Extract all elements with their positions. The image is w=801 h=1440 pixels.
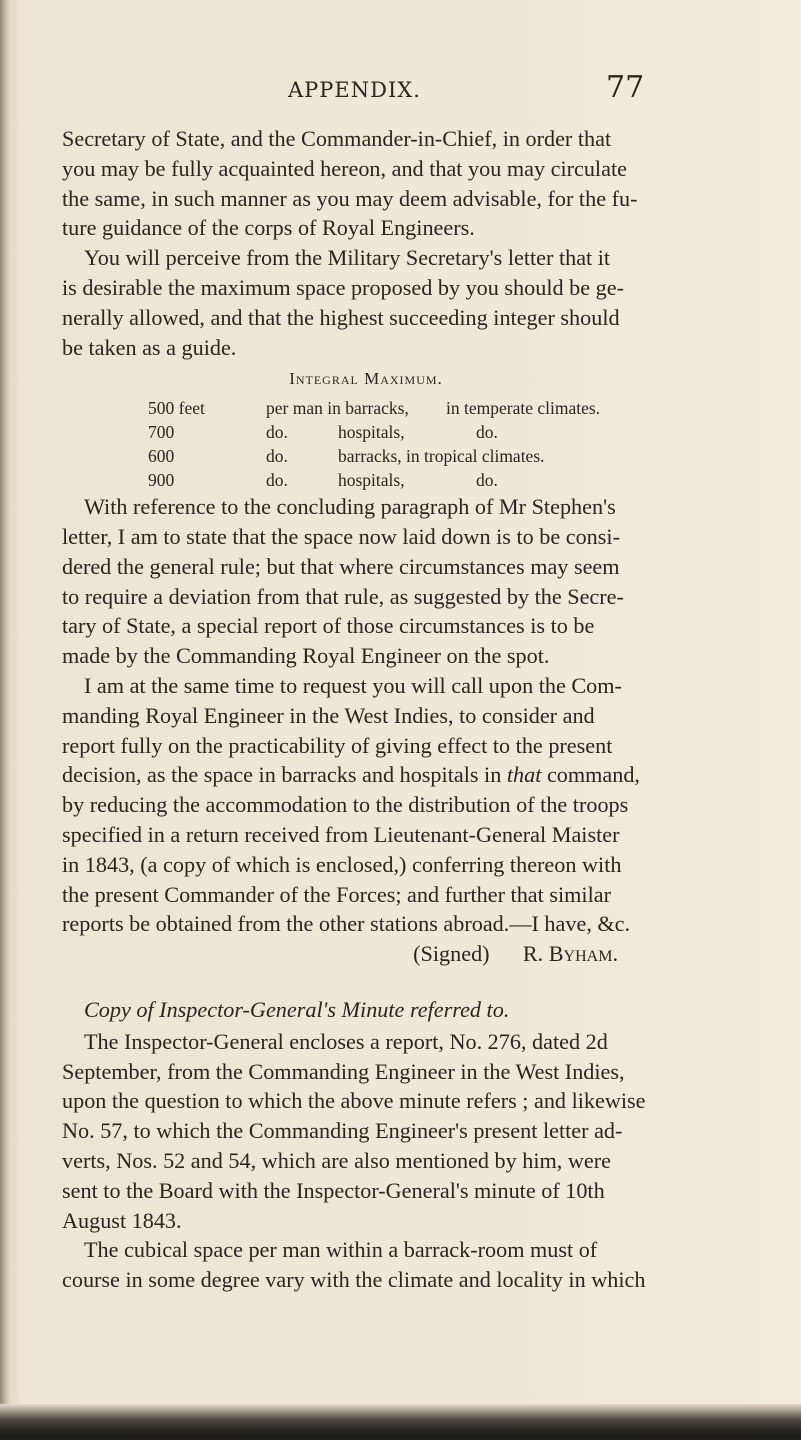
table-cell: per man in barracks, [266, 398, 409, 419]
page-header [0, 70, 801, 110]
paragraph-6 [62, 1235, 670, 1295]
page-number: 77 [606, 70, 645, 105]
text-line: You will perceive from the Military Secretary's letter that it [84, 245, 611, 271]
text-line: Secretary of State, and the Commander-in-Chief, in order that [62, 126, 612, 151]
table-row [148, 468, 670, 492]
table-cell: 700 [148, 422, 175, 443]
scan-bottom-edge [0, 1404, 801, 1440]
text-line: tary of State, a special report of those circumstances is to be [62, 613, 595, 639]
table-cell: do. [266, 422, 288, 443]
text-line: nerally allowed, and that the highest succeeding integer should [62, 304, 620, 330]
table-cell: 600 [148, 446, 175, 467]
section-subheading: Copy of Inspector-General's Minute referred to. [84, 996, 510, 1022]
table-cell: do. [266, 446, 288, 467]
table-row [148, 444, 670, 468]
text-line: upon the question to which the above minute refers ; and likewise [62, 1088, 646, 1114]
text-line: reports be obtained from the other stations abroad.—I have, &c. [62, 911, 631, 937]
running-head: APPENDIX. [288, 78, 421, 102]
text-run: command, [541, 762, 640, 788]
paragraph-5 [62, 1027, 670, 1236]
space-limits-table [148, 396, 670, 492]
text-line: verts, Nos. 52 and 54, which are also mentioned by him, were [62, 1147, 612, 1173]
paragraph-2 [62, 243, 670, 362]
text-line: made by the Commanding Royal Engineer on the spot. [62, 643, 550, 669]
table-cell: hospitals, [338, 422, 405, 443]
table-cell: 500 feet [148, 398, 205, 419]
text-line: sent to the Board with the Inspector-General's minute of 10th [62, 1177, 605, 1203]
text-line: dered the general rule; but that where circumstances may seem [62, 553, 620, 579]
text-line: September, from the Commanding Engineer in the West Indies, [62, 1058, 625, 1084]
table-cell: in temperate climates. [446, 398, 601, 419]
table-row [148, 396, 670, 420]
text-line: by reducing the accommodation to the distribution of the troops [62, 792, 629, 818]
text-line: be taken as a guide. [62, 334, 237, 360]
text-line: I am at the same time to request you will call upon the Com- [84, 672, 622, 698]
table-cell: do. [266, 470, 288, 491]
table-cell: barracks, in tropical climates. [338, 446, 545, 467]
text-line: you may be fully acquainted hereon, and that you may circulate [62, 155, 627, 181]
paragraph-1 [62, 124, 670, 243]
table-cell: hospitals, [338, 470, 405, 491]
text-line [62, 760, 670, 790]
table-cell: 900 [148, 470, 175, 491]
table-row [148, 420, 670, 444]
page-gutter-shadow [0, 0, 10, 1440]
paragraph-3 [62, 492, 670, 671]
text-line: in 1843, (a copy of which is enclosed,) conferring thereon with [62, 851, 622, 877]
table-cell: do. [476, 422, 498, 443]
paragraph-4 [62, 671, 670, 939]
text-line: August 1843. [62, 1207, 182, 1233]
text-line: The cubical space per man within a barrack-room must of [84, 1237, 598, 1263]
text-line: manding Royal Engineer in the West Indies, to consider and [62, 702, 595, 728]
text-line: With reference to the concluding paragraph of Mr Stephen's [84, 494, 616, 520]
text-line: course in some degree vary with the climate and locality in which [62, 1267, 646, 1293]
signature-line [62, 939, 670, 969]
text-line: the same, in such manner as you may deem advisable, for the fu- [62, 185, 638, 211]
table-heading: Integral Maximum. [289, 369, 443, 389]
text-line: to require a deviation from that rule, as suggested by the Secre- [62, 583, 624, 609]
text-line: ture guidance of the corps of Royal Engineers. [62, 215, 475, 241]
text-line: specified in a return received from Lieutenant-General Maister [62, 821, 620, 847]
page-body [62, 124, 670, 1295]
text-line: No. 57, to which the Commanding Engineer's present letter ad- [62, 1118, 623, 1144]
text-line: is desirable the maximum space proposed by you should be ge- [62, 274, 624, 300]
text-line: the present Commander of the Forces; and further that similar [62, 881, 611, 907]
signatory-name: R. Byham. [522, 941, 618, 967]
text-line: report fully on the practicability of giving effect to the present [62, 732, 613, 758]
text-line: letter, I am to state that the space now laid down is to be consi- [62, 523, 620, 549]
text-run: decision, as the space in barracks and hospitals in [62, 762, 507, 788]
emphasis: that [506, 762, 542, 788]
signed-label: (Signed) [413, 941, 490, 967]
text-line: The Inspector-General encloses a report, No. 276, dated 2d [84, 1028, 608, 1054]
table-cell: do. [476, 470, 498, 491]
